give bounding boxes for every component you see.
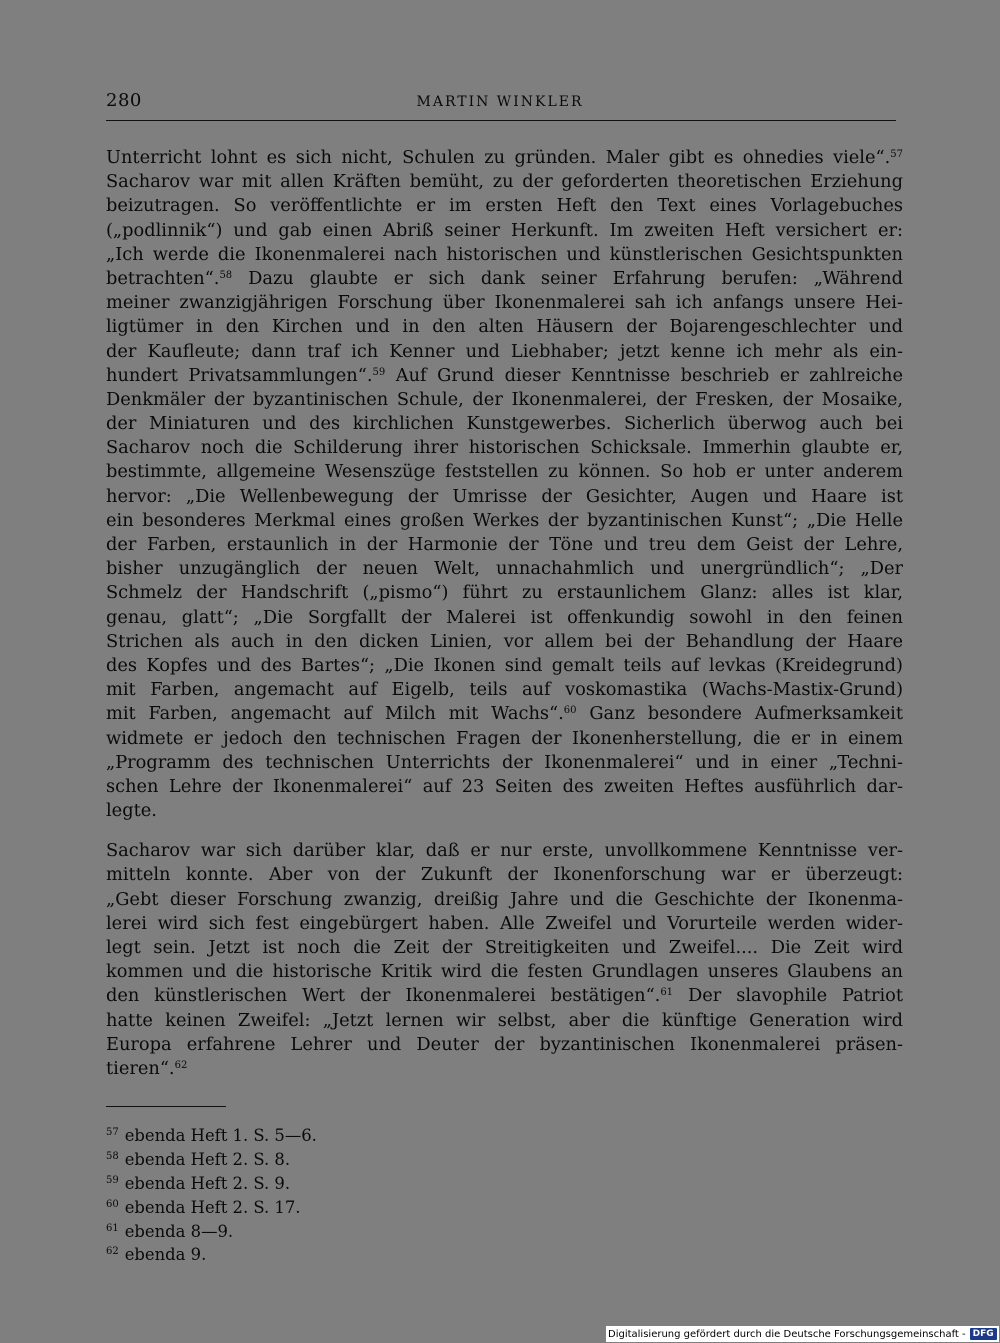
line-text-continued: Der slavophile Patriot bbox=[673, 985, 903, 1007]
text-line bbox=[106, 412, 903, 436]
footnote-text: ebenda Heft 2. S. 17. bbox=[124, 1197, 301, 1217]
footnote-ref: 60 bbox=[563, 705, 577, 717]
text-line bbox=[106, 727, 903, 751]
text-line bbox=[106, 888, 903, 912]
text-line bbox=[106, 170, 903, 194]
body-text bbox=[106, 146, 903, 1081]
line-text: der Farben, erstaunlich in der Harmonie der Töne und treu dem Geist der Lehre, bbox=[106, 534, 903, 555]
text-line bbox=[106, 751, 903, 775]
line-text: schen Lehre der Ikonenmalerei“ auf 23 Seiten des zweiten Heftes ausführlich dar- bbox=[106, 775, 903, 797]
line-text: Sacharov noch die Schilderung ihrer historischen Schicksale. Immerhin glaubte er, bbox=[106, 437, 903, 459]
text-line bbox=[106, 243, 903, 267]
footnote-text: ebenda 9. bbox=[124, 1245, 207, 1265]
line-text: bisher unzugänglich der neuen Welt, unnachahmlich und unergründlich“; „Der bbox=[106, 558, 903, 580]
footnote-ref: 61 bbox=[660, 987, 674, 999]
text-line bbox=[106, 485, 903, 509]
text-line bbox=[106, 912, 903, 936]
running-head: MARTIN WINKLER bbox=[416, 94, 584, 110]
text-line bbox=[106, 291, 903, 315]
line-text: der Miniaturen und des kirchlichen Kunstgewerbes. Sicherlich überwog auch bei bbox=[106, 413, 903, 435]
footnote-text: ebenda Heft 1. S. 5—6. bbox=[124, 1126, 317, 1145]
footnote-number: 61 bbox=[106, 1222, 119, 1234]
text-line bbox=[106, 460, 903, 484]
text-line bbox=[106, 436, 903, 460]
text-line bbox=[106, 1057, 903, 1081]
line-text: hervor: „Die Wellenbewegung der Umrisse der Gesichter, Augen und Haare ist bbox=[106, 485, 903, 507]
paragraph bbox=[106, 146, 903, 823]
line-text: mit Farben, angemacht auf Eigelb, teils auf voskomastika (Wachs-Mastix-Grund) bbox=[106, 679, 903, 701]
text-line bbox=[106, 702, 903, 726]
text-line bbox=[106, 799, 903, 823]
text-line bbox=[106, 1033, 903, 1057]
footnote-text: ebenda Heft 2. S. 9. bbox=[124, 1173, 291, 1193]
text-line bbox=[106, 984, 903, 1008]
text-line bbox=[106, 340, 903, 364]
line-text: ein besonderes Merkmal eines großen Werkes der byzantinischen Kunst“; „Die Helle bbox=[106, 509, 903, 531]
text-line bbox=[106, 194, 903, 218]
text-line bbox=[106, 219, 903, 243]
footnote-number: 59 bbox=[106, 1174, 119, 1186]
digitization-footer bbox=[606, 1326, 999, 1342]
header-rule bbox=[106, 120, 896, 121]
footnotes bbox=[106, 1124, 606, 1267]
line-text: bestimmte, allgemeine Wesenszüge feststellen zu können. So hob er unter anderem bbox=[106, 461, 903, 483]
line-text: des Kopfes und des Bartes“; „Die Ikonen sind gemalt teils auf levkas (Kreidegrund) bbox=[106, 654, 903, 676]
line-text-continued: Auf Grund dieser Kenntnisse beschrieb er zahlreiche bbox=[385, 364, 903, 386]
text-line bbox=[106, 606, 903, 630]
line-text: legte. bbox=[106, 800, 157, 822]
text-line bbox=[106, 1009, 903, 1033]
text-line bbox=[106, 936, 903, 960]
line-text: „Gebt dieser Forschung zwanzig, dreißig Jahre und die Geschichte der Ikonenma- bbox=[106, 888, 903, 910]
line-text: mitteln konnte. Aber von der Zukunft der Ikonenforschung war er überzeugt: bbox=[106, 864, 903, 886]
text-line bbox=[106, 960, 903, 984]
footnote bbox=[106, 1220, 606, 1244]
text-line bbox=[106, 267, 903, 291]
text-line bbox=[106, 557, 903, 581]
line-text: („podlinnik“) und gab einen Abriß seiner Herkunft. Im zweiten Heft versichert er: bbox=[106, 219, 903, 241]
footnote-ref: 57 bbox=[890, 149, 903, 160]
text-line bbox=[106, 678, 903, 702]
text-line bbox=[106, 839, 903, 863]
text-line bbox=[106, 146, 903, 170]
text-line bbox=[106, 654, 903, 678]
text-line bbox=[106, 533, 903, 557]
line-text: betrachten“. bbox=[106, 267, 220, 289]
line-text: Strichen als auch in den dicken Linien, vor allem bei der Behandlung der Haare bbox=[106, 630, 903, 652]
line-text: hundert Privatsammlungen“. bbox=[106, 364, 373, 386]
line-text: Schmelz der Handschrift („pismo“) führt zu erstaunlichem Glanz: alles ist klar, bbox=[106, 582, 903, 604]
footnote-number: 58 bbox=[106, 1150, 119, 1162]
text-line bbox=[106, 364, 903, 388]
line-text-continued: Dazu glaubte er sich dank seiner Erfahrung berufen: „Während bbox=[232, 267, 903, 289]
line-text: lerei wird sich fest eingebürgert haben. Alle Zweifel und Vorurteile werden wider- bbox=[106, 912, 903, 934]
footnote-number: 57 bbox=[106, 1127, 119, 1138]
text-line bbox=[106, 581, 903, 605]
line-text: genau, glatt“; „Die Sorgfallt der Malerei ist offenkundig sowohl in den feinen bbox=[106, 606, 903, 628]
dfg-logo: DFG bbox=[970, 1328, 997, 1340]
line-text: legt sein. Jetzt ist noch die Zeit der Streitigkeiten und Zweifel.... Die Zeit wird bbox=[106, 937, 903, 958]
footnote bbox=[106, 1243, 606, 1267]
footnote-rule bbox=[106, 1106, 226, 1107]
line-text: „Programm des technischen Unterrichts der Ikonenmalerei“ und in einer „Techni- bbox=[106, 751, 903, 773]
line-text: Europa erfahrene Lehrer und Deuter der byzantinischen Ikonenmalerei präsen- bbox=[106, 1033, 903, 1055]
line-text: widmete er jedoch den technischen Fragen der Ikonenherstellung, die er in einem bbox=[106, 727, 903, 749]
line-text: tieren“. bbox=[106, 1057, 175, 1079]
text-line bbox=[106, 775, 903, 799]
line-text: Sacharov war sich darüber klar, daß er nur erste, unvollkommene Kenntnisse ver- bbox=[106, 840, 903, 862]
footnote-ref: 58 bbox=[219, 269, 233, 281]
line-text: Denkmäler der byzantinischen Schule, der Ikonenmalerei, der Fresken, der Mosaike, bbox=[106, 388, 903, 410]
footnote bbox=[106, 1172, 606, 1196]
line-text: den künstlerischen Wert der Ikonenmalerei bestätigen“. bbox=[106, 985, 661, 1007]
footnote-text: ebenda 8—9. bbox=[124, 1221, 234, 1241]
line-text: meiner zwanzigjährigen Forschung über Ikonenmalerei sah ich anfangs unsere Hei- bbox=[106, 292, 903, 314]
footer-credit: Digitalisierung gefördert durch die Deutsche Forschungsgemeinschaft - bbox=[608, 1328, 966, 1340]
line-text: Sacharov war mit allen Kräften bemüht, zu der geforderten theoretischen Erziehung bbox=[106, 171, 903, 193]
line-text: Unterricht lohnt es sich nicht, Schulen zu gründen. Maler gibt es ohnedies viele“. bbox=[106, 147, 891, 168]
footnote bbox=[106, 1148, 606, 1172]
footnote bbox=[106, 1196, 606, 1220]
text-line bbox=[106, 863, 903, 887]
footnote-number: 62 bbox=[106, 1246, 119, 1258]
footnote-ref: 59 bbox=[372, 366, 386, 378]
paragraph bbox=[106, 839, 903, 1081]
page-number: 280 bbox=[106, 90, 142, 111]
line-text: beizutragen. So veröffentlichte er im ersten Heft den Text eines Vorlagebuches bbox=[106, 195, 903, 217]
paragraph-gap bbox=[106, 823, 903, 839]
line-text: der Kaufleute; dann traf ich Kenner und Liebhaber; jetzt kenne ich mehr als ein- bbox=[106, 340, 903, 362]
text-line bbox=[106, 630, 903, 654]
line-text: „Ich werde die Ikonenmalerei nach historischen und künstlerischen Gesichtspunkten bbox=[106, 243, 903, 265]
text-line bbox=[106, 509, 903, 533]
footnote-number: 60 bbox=[106, 1198, 119, 1210]
line-text: hatte keinen Zweifel: „Jetzt lernen wir selbst, aber die künftige Generation wird bbox=[106, 1009, 903, 1031]
footnote bbox=[106, 1124, 606, 1148]
footnote-ref: 62 bbox=[174, 1059, 188, 1071]
line-text: mit Farben, angemacht auf Milch mit Wachs“. bbox=[106, 703, 564, 725]
line-text: ligtümer in den Kirchen und in den alten Häusern der Bojarengeschlechter und bbox=[106, 316, 903, 338]
line-text-continued: Ganz besondere Aufmerksamkeit bbox=[576, 703, 903, 725]
footnote-text: ebenda Heft 2. S. 8. bbox=[124, 1149, 291, 1169]
text-line bbox=[106, 315, 903, 339]
line-text: kommen und die historische Kritik wird die festen Grundlagen unseres Glaubens an bbox=[106, 961, 903, 983]
text-line bbox=[106, 388, 903, 412]
